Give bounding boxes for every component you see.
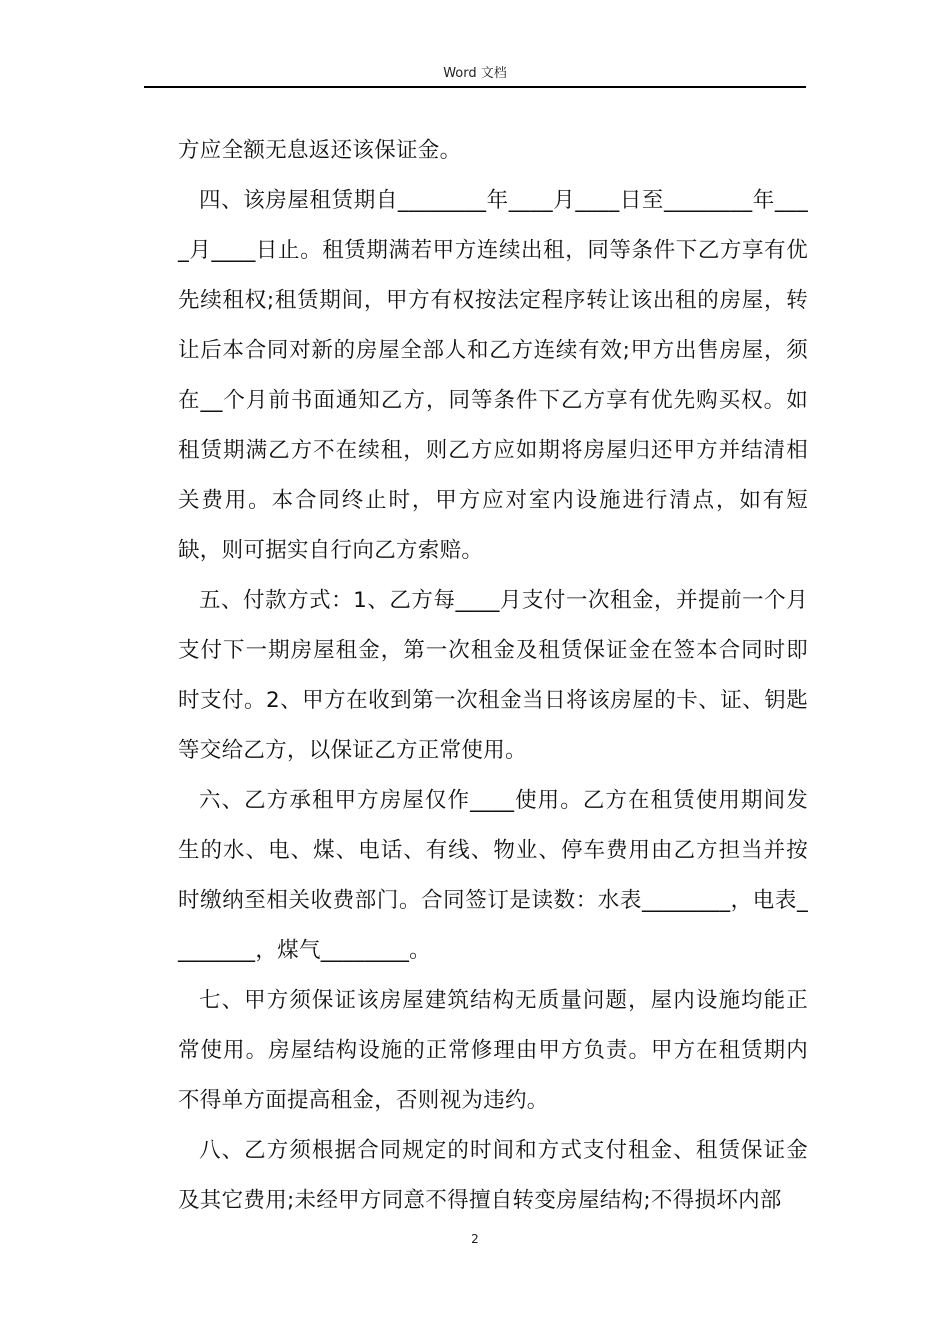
document-body bbox=[178, 126, 808, 1226]
header-divider bbox=[144, 86, 806, 88]
paragraph-clause-6: 六、乙方承租甲方房屋仅作____使用。乙方在租赁使用期间发生的水、电、煤、电话、有线、物业、停车费用由乙方担当并按时缴纳至相关收费部门。合同签订是读数：水表________，电表________，煤气________。 bbox=[178, 788, 808, 963]
paragraph-clause-4: 四、该房屋租赁期自________年____月____日至________年____月____日止。租赁期满若甲方连续出租，同等条件下乙方享有优先续租权;租赁期间，甲方有权按法定程序转让该出租的房屋，转让后本合同对新的房屋全部人和乙方连续有效;甲方出售房屋，须在__个月前书面通知乙方，同等条件下乙方享有优先购买权。如租赁期满乙方不在续租，则乙方应如期将房屋归还甲方并结清相关费用。本合同终止时，甲方应对室内设施进行清点，如有短缺，则可据实自行向乙方索赔。 bbox=[178, 188, 808, 563]
paragraph-clause-7: 七、甲方须保证该房屋建筑结构无质量问题，屋内设施均能正常使用。房屋结构设施的正常修理由甲方负责。甲方在租赁期内不得单方面提高租金，否则视为违约。 bbox=[178, 988, 808, 1113]
paragraph-clause-5: 五、付款方式：1、乙方每____月支付一次租金，并提前一个月支付下一期房屋租金，第一次租金及租赁保证金在签本合同时即时支付。2、甲方在收到第一次租金当日将该房屋的卡、证、钥匙等交给乙方，以保证乙方正常使用。 bbox=[178, 588, 808, 763]
paragraph-clause-8: 八、乙方须根据合同规定的时间和方式支付租金、租赁保证金及其它费用;未经甲方同意不得擅自转变房屋结构;不得损坏内部 bbox=[178, 1138, 808, 1213]
paragraph-continuation: 方应全额无息返还该保证金。 bbox=[178, 138, 462, 163]
document-header-title: Word 文档 bbox=[443, 66, 507, 81]
page-number: 2 bbox=[471, 1232, 479, 1246]
